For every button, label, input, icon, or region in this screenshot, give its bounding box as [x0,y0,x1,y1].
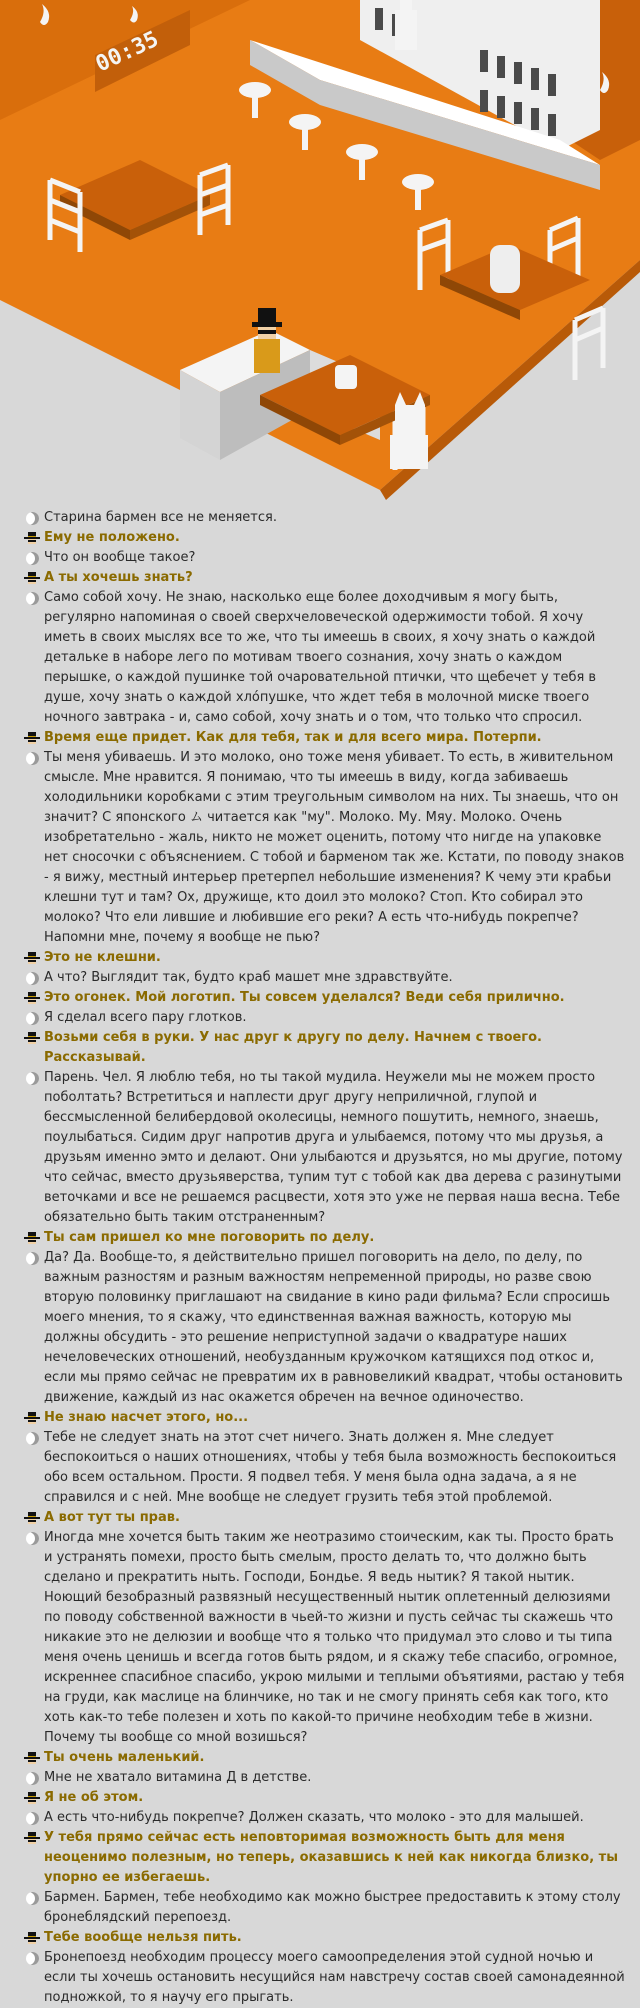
dialogue-text: Не знаю насчет этого, но... [44,1410,249,1425]
dialogue-text: А есть что-нибудь покрепче? Должен сказать, что молоко - это для малышей. [44,1810,584,1825]
cat-line [44,508,626,528]
agent-line [44,1508,626,1528]
dialogue-text: У тебя прямо сейчас есть неповторимая возможность быть для меня неоценимо полезным, но теперь, оказавшись к ней как никогда близко, ты упорно ее избегаешь. [44,1830,618,1885]
cat-line [44,1068,626,1228]
moon-icon [24,591,40,605]
moon-icon [24,1431,40,1445]
cat-line [44,1428,626,1508]
dialogue-text: Бронепоезд необходим процессу моего самоопределения этой судной ночью и если ты хочешь остановить несущийся нам навстречу состав своей самонадеянной подножкой, то я научу его прыгать. [44,1950,625,2005]
agent-line [44,528,626,548]
cat-line [44,1248,626,1408]
moon-icon [24,1951,40,1965]
dialogue-log [0,500,640,2005]
cat-line [44,1948,626,2008]
cat-line [44,1808,626,1828]
agent-hat-icon [24,1831,40,1845]
agent-line [44,948,626,968]
dialogue-text: А ты хочешь знать? [44,570,193,585]
agent-line [44,1028,626,1068]
agent-hat-icon [24,991,40,1005]
agent-hat-icon [24,1411,40,1425]
cat-line [44,1528,626,1748]
dialogue-text: Ему не положено. [44,530,180,545]
agent-hat-icon [24,531,40,545]
agent-hat-icon [24,951,40,965]
bar-scene-art [0,0,640,500]
dialogue-text: Иногда мне хочется быть таким же неотразимо стоическим, как ты. Просто брать и устранять помехи, просто быть смелым, просто делать то, что должно быть сделано и прекратить ныть. Господи, Бондье. Я ведь нытик? Я такой нытик. Ноющий безобразный развязный несущественный нытик оплетенный делюзиями по поводу собственной важности в чьей-то жизни и пусть сейчас ты скажешь что никакие это не делюзии и вообще что я только что придумал это слово и ты типа меня очень ценишь и всегда готов быть рядом, и я скажу тебе спасибо, огромное, искреннее спасибное спасибо, укрою милыми и теплыми объятиями, растаю у тебя на груди, как маслице на блинчике, но так и не смогу принять себя как того, кто хоть как-то тебе полезен и хоть по какой-то причине необходим тебе в жизни. Почему ты вообще со мной возишься? [44,1530,625,1745]
agent-line [44,1228,626,1248]
moon-icon [24,1531,40,1545]
moon-icon [24,1251,40,1265]
moon-icon [24,551,40,565]
moon-icon [24,1071,40,1085]
agent-hat-icon [24,1031,40,1045]
dialogue-text: Ты сам пришел ко мне поговорить по делу. [44,1230,375,1245]
agent-line [44,988,626,1008]
agent-hat-icon [24,1751,40,1765]
moon-icon [24,1891,40,1905]
dialogue-text: Возьми себя в руки. У нас друг к другу по делу. Начнем с твоего. Рассказывай. [44,1030,542,1065]
cat-line [44,1768,626,1788]
moon-icon [24,971,40,985]
dialogue-text: Это огонек. Мой логотип. Ты совсем уделался? Веди себя прилично. [44,990,565,1005]
moon-icon [24,1811,40,1825]
agent-line [44,728,626,748]
dialogue-text: Мне не хватало витамина Д в детстве. [44,1770,312,1785]
agent-line [44,1928,626,1948]
agent-line [44,1788,626,1808]
agent-hat-icon [24,1231,40,1245]
cat-line [44,588,626,728]
dialogue-text: Ты меня убиваешь. И это молоко, оно тоже меня убивает. То есть, в живительном смысле. Мне нравится. Я понимаю, что ты имеешь в виду, когда забиваешь холодильники коробками с этим треугольным символом на них. Ты знаешь, что он значит? С японского ム читается как "му". Молоко. Му. Мяу. Молоко. Очень изобретательно - жаль, никто не может оценить, потому что нигде на упаковке нет сносочки с объяснением. С тобой и барменом так же. Кстати, по поводу знаков - я вижу, местный интерьер претерпел небольшие изменения? К чему эти крабьи клешни тут и там? Ох, дружище, кто доил это молоко? Стоп. Кто собирал это молоко? Что ели лившие и любившие его реки? А есть что-нибудь покрепче? Напомни мне, почему я вообще не пью? [44,750,625,945]
dialogue-text: А вот тут ты прав. [44,1510,180,1525]
cat-line [44,968,626,988]
cat-line [44,1888,626,1928]
agent-line [44,1408,626,1428]
agent-hat-icon [24,731,40,745]
dialogue-text: Парень. Чел. Я люблю тебя, но ты такой мудила. Неужели мы не можем просто поболтать? Встретиться и наплести друг другу неприличной, глупой и бессмысленной белибердовой околесицы, немного пошутить, немного, знаешь, поулыбаться. Сидим друг напротив друга и улыбаемся, потому что мы друзья, а друзьям именно эмто и делают. Они улыбаются и друзьятся, но мы другие, потому что сейчас, вместо друзьяверства, тупим тут с тобой как два дерева с разинутыми веточками и все не решаемся расцвести, хотя это уже не первая наша весна. Тебе обязательно быть таким отстраненным? [44,1070,623,1225]
cat-line [44,548,626,568]
dialogue-text: Да? Да. Вообще-то, я действительно пришел поговорить на дело, по делу, по важным разностям и разным важностям непременной природы, но разве свою вторую половинку приглашают на свидание в кино ради фильма? Если спросишь моего мнения, то я скажу, что единственная важная важность, которую мы должны обсудить - это решение неприступной задачи о квадратуре наших нечеловеческих отношений, необузданным кружочком катящихся под откос и, если мы прямо сейчас не превратим их в равновеликий квадрат, чтобы остановить движение, каждый из нас окажется обречен на вечное одиночество. [44,1250,623,1405]
moon-icon [24,511,40,525]
agent-line [44,1748,626,1768]
dialogue-text: Само собой хочу. Не знаю, насколько еще более доходчивым я могу быть, регулярно напоминая о своей сверхчеловеческой одержимости тобой. Я хочу иметь в своих мыслях все то же, что ты имеешь в своих, я хочу знать о каждой детальке в наборе лего по мотивам твоего сознания, хочу знать о каждом перышке, о каждой пушинке той очаровательной птички, что щебечет у тебя в душе, хочу знать о каждой хлóпушке, что ждет тебя в молочной миске твоего ночного завтрака - и, само собой, хочу знать и о том, что только что спросил. [44,590,597,725]
dialogue-text: Тебе вообще нельзя пить. [44,1930,242,1945]
agent-hat-icon [24,1511,40,1525]
dialogue-text: Тебе не следует знать на этот счет ничего. Знать должен я. Мне следует беспокоиться о наших отношениях, чтобы у тебя была возможность беспокоиться обо всем остальном. Прости. Я подвел тебя. У меня была одна задача, а я не справился и с ней. Мне вообще не следует грузить тебя этой проблемой. [44,1430,617,1505]
dialogue-text: Это не клешни. [44,950,161,965]
cat-line [44,748,626,948]
dialogue-text: Бармен. Бармен, тебе необходимо как можно быстрее предоставить к этому столу бронеблядский перепоезд. [44,1890,621,1925]
dialogue-text: Я не об этом. [44,1790,144,1805]
clock-time: 00:35 [91,26,163,78]
agent-hat-icon [24,1931,40,1945]
moon-icon [24,1771,40,1785]
agent-line [44,568,626,588]
bar-scene [0,0,640,500]
moon-icon [24,751,40,765]
agent-hat-icon [24,571,40,585]
agent-hat-icon [24,1791,40,1805]
dialogue-text: Что он вообще такое? [44,550,196,565]
dialogue-text: Время еще придет. Как для тебя, так и для всего мира. Потерпи. [44,730,542,745]
cat-line [44,1008,626,1028]
dialogue-text: Ты очень маленький. [44,1750,205,1765]
dialogue-text: Старина бармен все не меняется. [44,510,277,525]
moon-icon [24,1011,40,1025]
dialogue-text: Я сделал всего пару глотков. [44,1010,247,1025]
dialogue-text: А что? Выглядит так, будто краб машет мне здравствуйте. [44,970,453,985]
agent-line [44,1828,626,1888]
